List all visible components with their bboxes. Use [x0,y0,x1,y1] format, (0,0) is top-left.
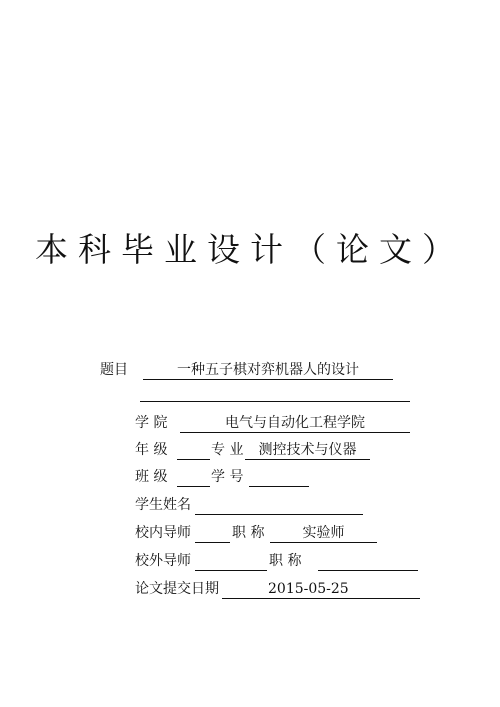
outer-advisor-value [195,551,267,571]
submit-date-value: 2015-05-25 [222,579,420,599]
class-value [177,467,210,487]
submit-date-label: 论文提交日期 [135,581,219,597]
major-value: 测控技术与仪器 [245,440,370,460]
topic-value: 一种五子棋对弈机器人的设计 [143,360,393,380]
topic-continuation-line [140,382,410,402]
submit-date-row [0,579,500,599]
inner-title-label: 职 称 [232,525,265,541]
grade-value [177,440,210,460]
inner-advisor-value [195,523,230,543]
class-label: 班 级 [135,469,168,485]
topic-row [0,360,500,380]
outer-advisor-row [0,551,500,571]
college-row [0,413,500,433]
topic-label: 题目 [100,362,128,378]
class-id-row [0,467,500,487]
grade-major-row [0,440,500,460]
college-label: 学 院 [135,415,168,431]
student-id-value [249,467,309,487]
topic-continuation-row [0,382,500,402]
college-value: 电气与自动化工程学院 [180,413,410,433]
grade-label: 年 级 [135,442,168,458]
inner-advisor-label: 校内导师 [135,525,191,541]
outer-advisor-label: 校外导师 [135,553,191,569]
document-title: 本科毕业设计（论文） [35,230,465,269]
major-label: 专 业 [211,442,244,458]
inner-advisor-row [0,523,500,543]
student-name-label: 学生姓名 [135,497,191,513]
student-id-label: 学 号 [211,469,244,485]
outer-title-label: 职 称 [269,553,302,569]
inner-title-value: 实验师 [270,523,377,543]
student-name-row [0,495,500,515]
outer-title-value [318,551,418,571]
student-name-value [195,495,363,515]
